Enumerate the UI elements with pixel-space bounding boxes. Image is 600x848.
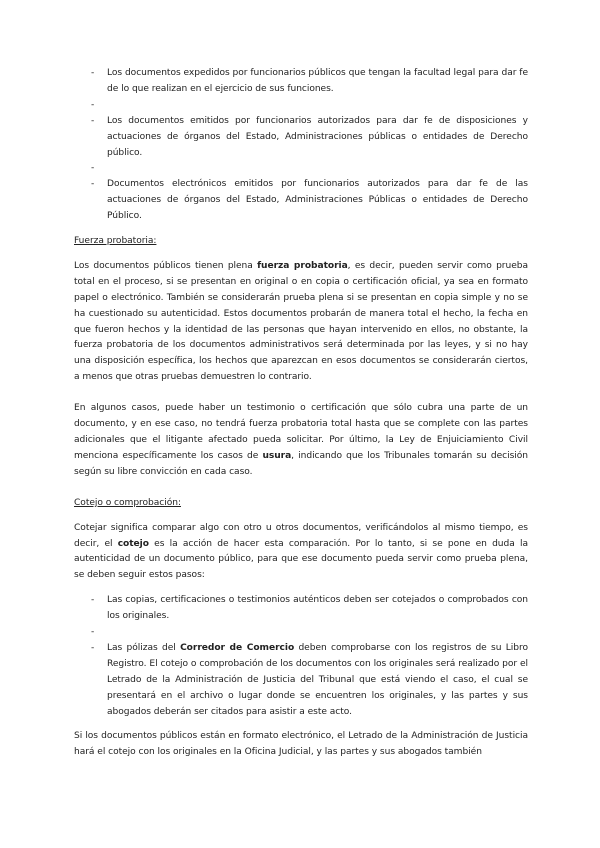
list-item (74, 177, 528, 225)
list-item (74, 625, 528, 641)
text-run: , indicando que los Tribunales tomarán su decisión según su libre convicción en cada caso. (74, 450, 528, 477)
text-run: En algunos casos, puede haber un testimonio o certificación que sólo cubra una parte de un documento, y en ese caso, no tendrá fuerza probatoria total hasta que se complete con las partes adicionales que el litigante afectado pueda solicitar. Por último, la Ley de Enjuiciamiento Civil menciona específicamente los casos de (74, 403, 528, 461)
text-run: Los documentos emitidos por funcionarios autorizados para dar fe de disposiciones y actuaciones de órganos del Estado, Administraciones públicas o entidades de Derecho público. (107, 115, 528, 158)
text-run: Cotejar significa comparar algo con otro u otros documentos, verificándolos al mismo tiempo, es decir, el (74, 522, 528, 549)
bold-term: usura (262, 450, 292, 461)
text-run: , es decir, pueden servir como prueba total en el proceso, si se presentan en original o en copia o certificación oficial, ya sea en formato papel o electrónico. También se considerarán prueba plena si se presentan en copia simple y no se ha cuestionado su autenticidad. Estos documentos probarán de manera total el hecho, la fecha en que fueron hechos y la identidad de las personas que hayan intervenido en ellos, no obstante, la fuerza probatoria de los documentos administrativos será determinada por las leyes, y si no hay una disposición específica, los hechos que aparezcan en esos documentos se considerarán ciertos, a menos que otras pruebas demuestren lo contrario. (74, 260, 528, 383)
paragraph-cotejo-intro (74, 521, 528, 585)
list-item (74, 641, 528, 721)
list-item (74, 161, 528, 177)
dash-bullet-icon: - (91, 627, 95, 638)
bold-term: cotejo (117, 538, 149, 549)
text-run: Los documentos públicos tienen plena (74, 260, 258, 271)
text-run: Documentos electrónicos emitidos por funcionarios autorizados para dar fe de las actuaciones de órganos del Estado, Administraciones Públicas o entidades de Derecho Público. (107, 179, 528, 222)
list-item (74, 66, 528, 98)
text-run: Las pólizas del (107, 642, 181, 653)
dash-bullet-icon: - (91, 642, 95, 653)
dash-bullet-icon: - (91, 99, 95, 110)
document-page (74, 66, 528, 761)
list-item (74, 114, 528, 162)
dash-bullet-icon: - (91, 68, 95, 78)
paragraph-cotejo-electronico (74, 729, 528, 761)
list-item (74, 593, 528, 625)
text-run: Los documentos expedidos por funcionarios públicos que tengan la facultad legal para dar fe de lo que realizan en el ejercicio de sus funciones. (107, 68, 528, 94)
paragraph-testimonio-parcial (74, 401, 528, 481)
bold-term: Corredor de Comercio (180, 642, 295, 653)
text-run: Si los documentos públicos están en formato electrónico, el Letrado de la Administración de Justicia hará el cotejo con los originales en la Oficina Judicial, y las partes y sus abogados también (74, 731, 528, 758)
text-run: es la acción de hacer esta comparación. Por lo tanto, si se pone en duda la autenticidad de un documento público, para que ese documento pueda servir como prueba plena, se deben seguir estos pasos: (74, 538, 528, 581)
cotejo-steps-list (74, 593, 528, 720)
dash-bullet-icon: - (91, 115, 95, 126)
bold-term: fuerza probatoria (257, 260, 348, 271)
section-heading-fuerza-probatoria: Fuerza probatoria: (74, 236, 157, 247)
dash-bullet-icon: - (91, 595, 95, 606)
dash-bullet-icon: - (91, 163, 95, 174)
dash-bullet-icon: - (91, 179, 95, 190)
public-documents-list (74, 66, 528, 225)
section-heading-cotejo: Cotejo o comprobación: (74, 497, 181, 508)
paragraph-fuerza-probatoria (74, 259, 528, 386)
list-item (74, 98, 528, 114)
text-run: deben comprobarse con los registros de su Libro Registro. El cotejo o comprobación de los documentos con los originales será realizado por el Letrado de la Administración de Justicia del Tribunal que está viendo el caso, el cual se presentará en el archivo o lugar donde se encuentren los originales, y las partes y sus abogados deberán ser citados para asistir a este acto. (107, 642, 528, 717)
text-run: Las copias, certificaciones o testimonios auténticos deben ser cotejados o comprobados con los originales. (107, 595, 528, 622)
